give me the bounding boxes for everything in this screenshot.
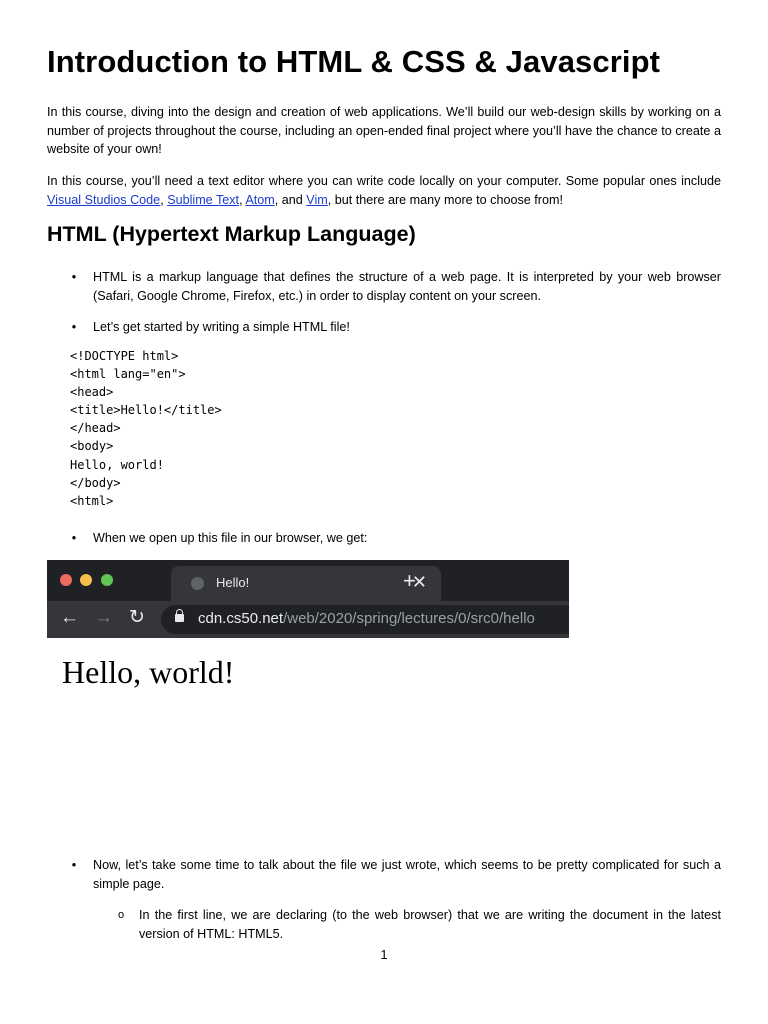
- browser-tab: [171, 566, 441, 601]
- sub-bullet-glyph: o: [117, 909, 125, 921]
- browser-tab-title: Hello!: [216, 575, 250, 590]
- code-block: [70, 347, 222, 510]
- page-number: 1: [380, 948, 388, 962]
- lock-icon: [175, 614, 184, 622]
- bullet-item: [47, 529, 721, 548]
- code-line: </body>: [70, 475, 121, 490]
- bullet-item: [47, 856, 721, 893]
- editor-text-after: , but there are many more to choose from!: [327, 192, 563, 207]
- bullet-text: Let’s get started by writing a simple HTML file!: [93, 320, 350, 334]
- code-line: <title>Hello!</title>: [70, 403, 222, 418]
- bullet-glyph: •: [71, 858, 77, 872]
- code-line: Hello, world!: [70, 457, 164, 472]
- bullet-text: Now, let’s take some time to talk about the file we just wrote, which seems to be pretty complicated for such a simple page.: [93, 858, 721, 891]
- reload-icon: ↻: [129, 607, 145, 628]
- link-sublime-text[interactable]: Sublime Text: [167, 192, 240, 207]
- editor-paragraph: [47, 172, 721, 209]
- globe-icon: [191, 577, 204, 590]
- back-arrow-icon: ←: [60, 607, 79, 628]
- link-vim[interactable]: Vim: [306, 192, 328, 207]
- window-minimize-dot: [80, 574, 92, 586]
- code-line: <html>: [70, 493, 114, 508]
- intro-paragraph: In this course, diving into the design and creation of web applications. We’ll build our web-design skills by working on a number of projects throughout the course, including an open-ended final project where you’ll have the chance to create a website of your own!: [47, 105, 721, 156]
- editor-text-before: In this course, you’ll need a text editor where you can write code locally on your computer. Some popular ones include: [47, 174, 721, 188]
- bullet-glyph: •: [71, 531, 77, 545]
- link-atom[interactable]: Atom: [245, 192, 275, 207]
- sub-bullet-text: In the first line, we are declaring (to the web browser) that we are writing the document in the latest version of HTML: HTML5.: [139, 908, 721, 941]
- url-host: cdn.cs50.net: [198, 610, 284, 627]
- browser-tab-bar: [47, 560, 569, 601]
- address-url: [198, 610, 535, 627]
- page-title: Introduction to HTML & CSS & Javascript: [47, 44, 661, 79]
- link-visual-studio-code[interactable]: Visual Studios Code: [47, 192, 161, 207]
- code-line: <html lang="en">: [70, 367, 186, 382]
- url-path: /web/2020/spring/lectures/0/src0/hello: [283, 610, 535, 627]
- bullet-glyph: •: [71, 320, 77, 334]
- code-line: <!DOCTYPE html>: [70, 349, 179, 363]
- address-bar: [161, 605, 569, 634]
- window-close-dot: [60, 574, 72, 586]
- bullet-text: When we open up this file in our browser, we get:: [93, 531, 368, 545]
- code-line: <head>: [70, 385, 114, 400]
- sub-bullet-item: [47, 906, 721, 943]
- browser-nav-bar: [47, 601, 569, 638]
- section-heading-html: HTML (Hypertext Markup Language): [47, 222, 416, 246]
- code-line: <body>: [70, 439, 114, 454]
- forward-arrow-icon: →: [94, 607, 113, 628]
- window-maximize-dot: [101, 574, 113, 586]
- bullet-item: [47, 268, 721, 305]
- plus-icon: +: [403, 568, 416, 593]
- bullet-text: HTML is a markup language that defines the structure of a web page. It is interpreted by your web browser (Safari, Google Chrome, Firefox, etc.) in order to display content on your screen.: [93, 270, 721, 303]
- code-line: </head>: [70, 421, 121, 436]
- link-separator: ,: [239, 192, 246, 207]
- bullet-item: [47, 318, 721, 337]
- bullet-glyph: •: [71, 270, 77, 284]
- rendered-hello-world: Hello, world!: [62, 654, 235, 690]
- link-separator: ,: [160, 192, 168, 207]
- close-icon: ✕: [411, 572, 427, 592]
- link-separator: , and: [274, 192, 307, 207]
- browser-screenshot: [47, 560, 569, 638]
